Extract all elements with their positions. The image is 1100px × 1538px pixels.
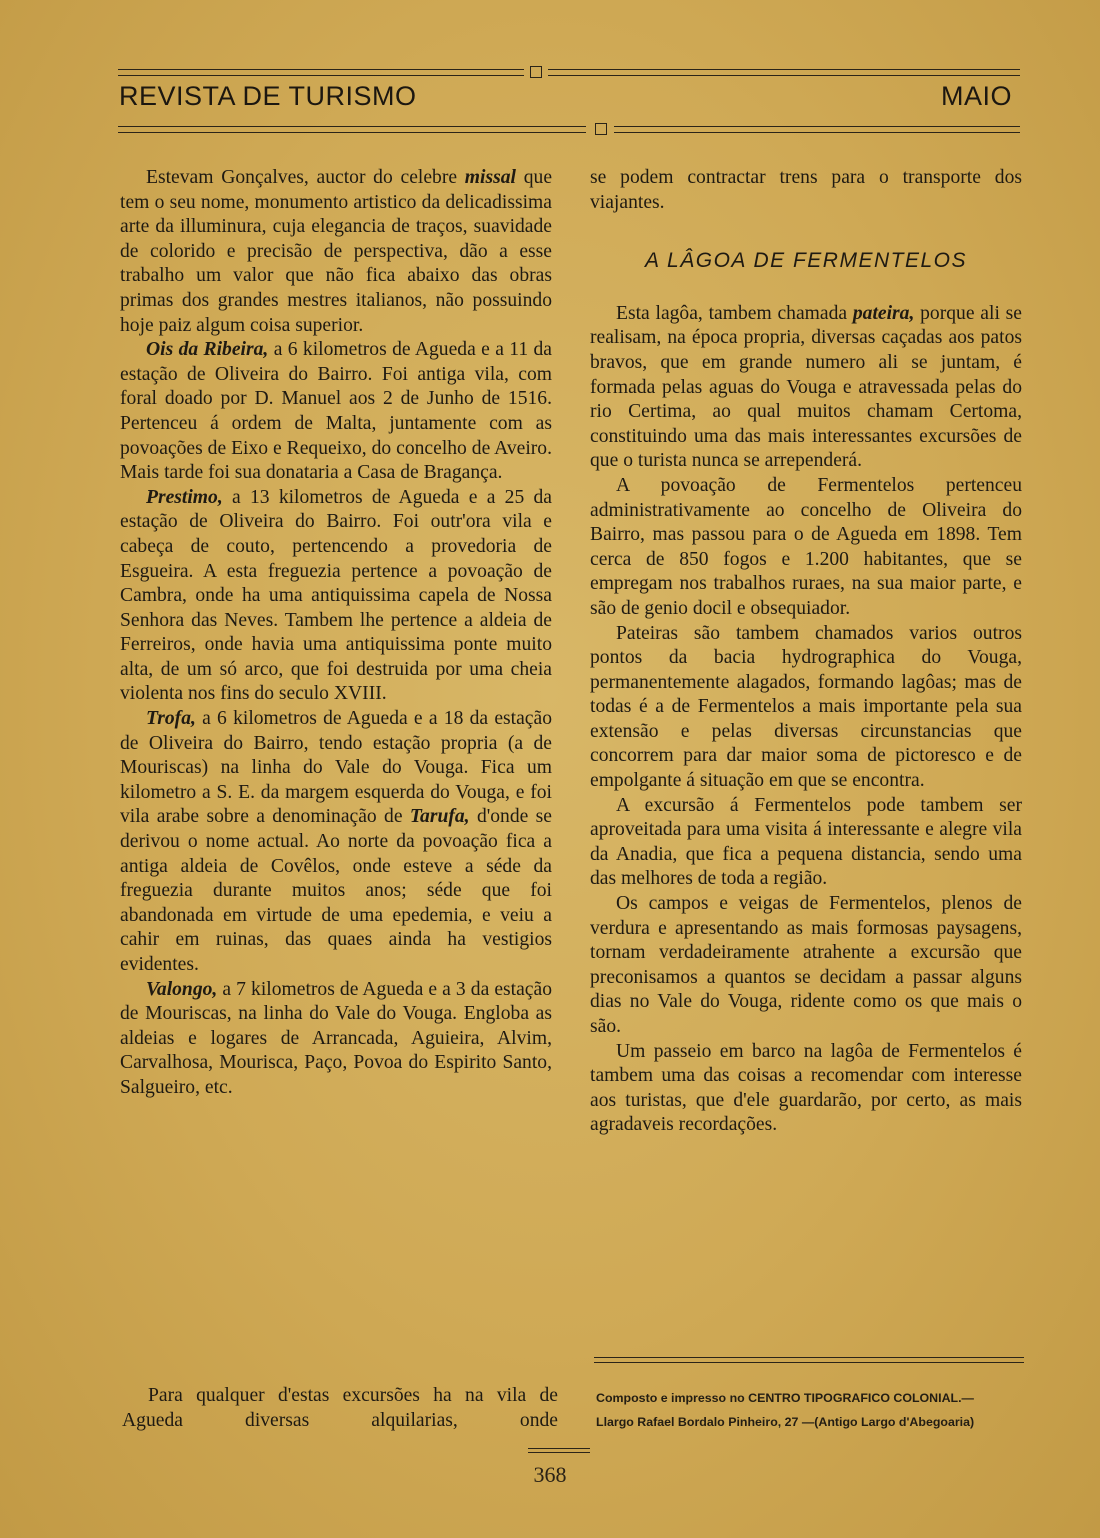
paragraph-missal [120, 166, 552, 338]
magazine-title: REVISTA DE TURISMO [119, 81, 417, 111]
text: porque ali se realisam, na época propria, diversas caçadas aos patos bravos, que em grande numero ali se juntam, é formada pelas aguas do Vouga e atravessada pelas do rio Certima, ao qual muitos chamam Certoma, constituindo uma das mais interessantes excursões de que o turista nunca se arrependerá. [590, 302, 1022, 472]
header-rule-top-right [548, 69, 1020, 76]
place-name: Prestimo, [146, 486, 223, 508]
place-name: Valongo, [146, 978, 218, 1000]
imprint-line-1: Composto e impresso no CENTRO TIPOGRAFICO COLONIAL.— [596, 1391, 974, 1405]
paragraph-pateiras: Pateiras são tambem chamados varios outros pontos da bacia hydrographica do Vouga, permanentemente alagados, formando lagôas; mas de todas é a de Fermentelos a mais importante pela sua extensão e pelas diversas circunstancias que concorrem para dar maior soma de pictoresco e de empolgante á situação em que se encontra. [590, 622, 1022, 792]
issue-month: MAIO [941, 81, 1013, 111]
term-pateira: pateira, [852, 302, 915, 324]
paragraph-excursao: A excursão á Fermentelos pode tambem ser aproveitada para uma visita á interessante e alegre vila da Anadia, que fica a pequena distancia, sendo uma das melhores de toda a região. [590, 794, 1022, 890]
paragraph-trofa [120, 707, 552, 978]
imprint [596, 1386, 1036, 1434]
term-tarufa: Tarufa, [409, 806, 470, 828]
paragraph-ois-da-ribeira [120, 338, 552, 486]
paragraph-continuation: se podem contractar trens para o transporte dos viajantes. [590, 167, 1022, 213]
ornament-square-bottom [595, 123, 607, 135]
paragraph-passeio: Um passeio em barco na lagôa de Fermentelos é tambem uma das coisas a recomendar com interesse aos turistas, que d'ele guardarão, por certo, as mais agradaveis recordações. [590, 1040, 1022, 1136]
paragraph-prestimo [120, 486, 552, 707]
imprint-rule [594, 1357, 1024, 1363]
paragraph-pateira [590, 302, 1022, 474]
place-name: Trofa, [146, 708, 196, 730]
paragraph-valongo [120, 978, 552, 1101]
text: Esta lagôa, tambem chamada [616, 302, 848, 324]
text: d'onde se derivou o nome actual. Ao norte da povoação fica a antiga aldeia de Covêlos, onde esteve a séde da freguezia durante muitos anos; séde que foi abandonada em virtude de uma epedemia, e veiu a cahir em ruinas, das quaes ainda ha vestigios evidentes. [120, 806, 553, 975]
header-rule-bottom-left [118, 126, 586, 133]
text: a 6 kilometros de Agueda e a 11 da estação de Oliveira do Bairro. Foi antiga vila, com foral doado por D. Manuel aos 2 de Junho de 1516. Pertenceu á ordem de Malta, juntamente com as povoações de Eixo e Requeixo, do concelho de Aveiro. Mais tarde foi sua donataria a Casa de Bragança. [120, 339, 552, 484]
left-column [120, 166, 552, 1101]
page-number: 368 [533, 1462, 567, 1487]
section-title: A LÂGOA DE FERMENTELOS [644, 249, 967, 273]
paragraph-campos: Os campos e veigas de Fermentelos, plenos de verdura e apresentando as mais formosas paysagens, tornam verdadeiramente atrahente a excursão que preconisamos a quantos se decidam a passar alguns dias no Vale do Vouga, ridente como os que mais o são. [590, 893, 1022, 1037]
text: a 13 kilometros de Agueda e a 25 da estação de Oliveira do Bairro. Foi outr'ora vila e cabeça de couto, pertencendo a provedoria de Esgueira. A esta freguezia pertence a povoação de Cambra, onde ha uma antiquissima capela de Nossa Senhora das Neves. Tambem lhe pertence a aldeia de Ferreiros, onde havia uma antiquissima ponte muito alta, de um só arco, que foi destruida por uma cheia violenta nos fins do seculo XVIII. [120, 486, 552, 705]
paragraph-povoacao: A povoação de Fermentelos pertenceu administrativamente ao concelho de Oliveira do Bairro, mas passou para o de Agueda em 1898. Tem cerca de 850 fogos e 1.200 habitantes, que se empregam nos trabalhos ruraes, na sua maior parte, e são de genio docil e obsequiador. [590, 474, 1022, 619]
text: Estevam Gonçalves, auctor do celebre [146, 167, 458, 188]
text: a 7 kilometros de Agueda e a 3 da estação de Mouriscas, na linha do Vale do Vouga. Engloba as aldeias e logares de Arrancada, Aguieira, Alvim, Carvalhosa, Mourisca, Paço, Povoa do Espirito Santo, Salgueiro, etc. [120, 978, 552, 1098]
ornament-square-top [530, 66, 542, 78]
page-number-rule [528, 1448, 590, 1453]
header-rule-top-left [118, 69, 524, 76]
place-name: Ois da Ribeira, [146, 339, 269, 361]
left-column-closing [122, 1384, 558, 1433]
text: que tem o seu nome, monumento artistico da delicadissima arte da illuminura, cuja elegancia de traços, suavidade de colorido e precisão de perspectiva, dão a esse trabalho um valor que não fica abaixo das obras primas dos grandes mestres italianos, não possuindo hoje paiz algum coisa superior. [120, 167, 553, 336]
term-missal: missal [464, 167, 516, 188]
right-column [590, 166, 1022, 1138]
header-rule-bottom-right [614, 126, 1020, 133]
imprint-line-2: Llargo Rafael Bordalo Pinheiro, 27 —(Antigo Largo d'Abegoaria) [596, 1415, 975, 1429]
paragraph-alquilarias: Para qualquer d'estas excursões ha na vila de Agueda diversas alquilarias, onde [122, 1385, 558, 1431]
text: a 6 kilometros de Agueda e a 18 da estação de Oliveira do Bairro, tendo estação propria (a de Mouriscas) na linha do Vale do Vouga. Fica um kilometro a S. E. da margem esquerda do Vouga, e foi vila arabe sobre a denominação de [120, 708, 552, 828]
